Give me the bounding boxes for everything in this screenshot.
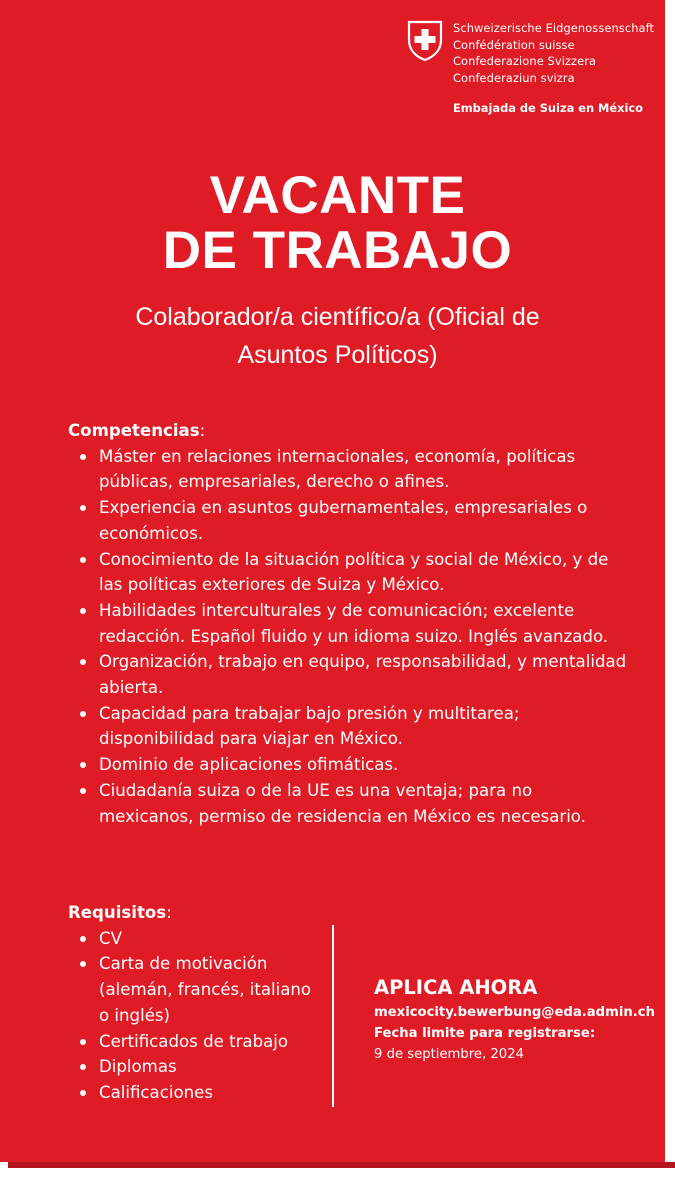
requisitos-list (68, 926, 313, 1106)
competencias-heading (68, 418, 628, 444)
list-item: Dominio de aplicaciones ofimáticas. (68, 752, 628, 778)
federation-name-rm: Confederaziun svizra (453, 70, 575, 85)
federation-name-fr: Confédération suisse (453, 37, 575, 52)
list-item: Capacidad para trabajar bajo presión y multitarea; disponibilidad para viajar en México. (68, 701, 628, 752)
federation-names (453, 20, 654, 86)
requisitos-heading (68, 900, 313, 926)
list-item: Organización, trabajo en equipo, responsabilidad, y mentalidad abierta. (68, 649, 628, 700)
deadline-date: 9 de septiembre, 2024 (374, 1047, 524, 1062)
swiss-cross-shield-icon (407, 20, 443, 62)
competencias-heading-text: Competencias (68, 421, 200, 440)
list-item: Ciudadanía suiza o de la UE es una ventaja; para no mexicanos, permiso de residencia en México es necesario. (68, 778, 628, 829)
poster-shadow (8, 1162, 675, 1168)
federation-name-it: Confederazione Svizzera (453, 54, 597, 68)
requisitos-section (68, 900, 313, 1106)
title-line-1: VACANTE (209, 166, 466, 225)
list-item: Habilidades interculturales y de comunicación; excelente redacción. Español fluido y un idioma suizo. Inglés avanzado. (68, 598, 628, 649)
list-item: Certificados de trabajo (68, 1029, 313, 1055)
apply-email-link[interactable]: mexicocity.bewerbung@eda.admin.ch (374, 1005, 655, 1020)
position-title-line-1: Colaborador/a científico/a (Oficial de (135, 303, 540, 331)
page-title (0, 168, 665, 278)
list-item: Experiencia en asuntos gubernamentales, empresariales o económicos. (68, 495, 628, 546)
deadline-label: Fecha limite para registrarse: (374, 1026, 596, 1041)
list-item: Diplomas (68, 1054, 313, 1080)
requisitos-heading-text: Requisitos (68, 903, 167, 922)
title-line-2: DE TRABAJO (162, 221, 513, 280)
list-item: Conocimiento de la situación política y social de México, y de las políticas exteriores de Suiza y México. (68, 547, 628, 598)
position-title-line-2: Asuntos Políticos) (237, 341, 438, 369)
requisitos-heading-colon: : (166, 903, 172, 922)
competencias-heading-colon: : (199, 421, 206, 440)
competencias-list (68, 444, 628, 830)
page-edge (665, 8, 675, 1168)
apply-section (374, 973, 655, 1065)
list-item: Máster en relaciones internacionales, economía, políticas públicas, empresariales, derecho o afines. (68, 444, 628, 495)
list-item: CV (68, 926, 313, 952)
apply-title: APLICA AHORA (374, 976, 538, 999)
list-item: Carta de motivación (alemán, francés, italiano o inglés) (68, 951, 313, 1028)
competencias-section (68, 418, 628, 829)
federation-name-de: Schweizerische Eidgenossenschaft (453, 21, 655, 35)
position-title (0, 298, 665, 374)
list-item: Calificaciones (68, 1080, 313, 1106)
embassy-name: Embajada de Suiza en México (453, 101, 643, 115)
vertical-divider (332, 925, 334, 1107)
